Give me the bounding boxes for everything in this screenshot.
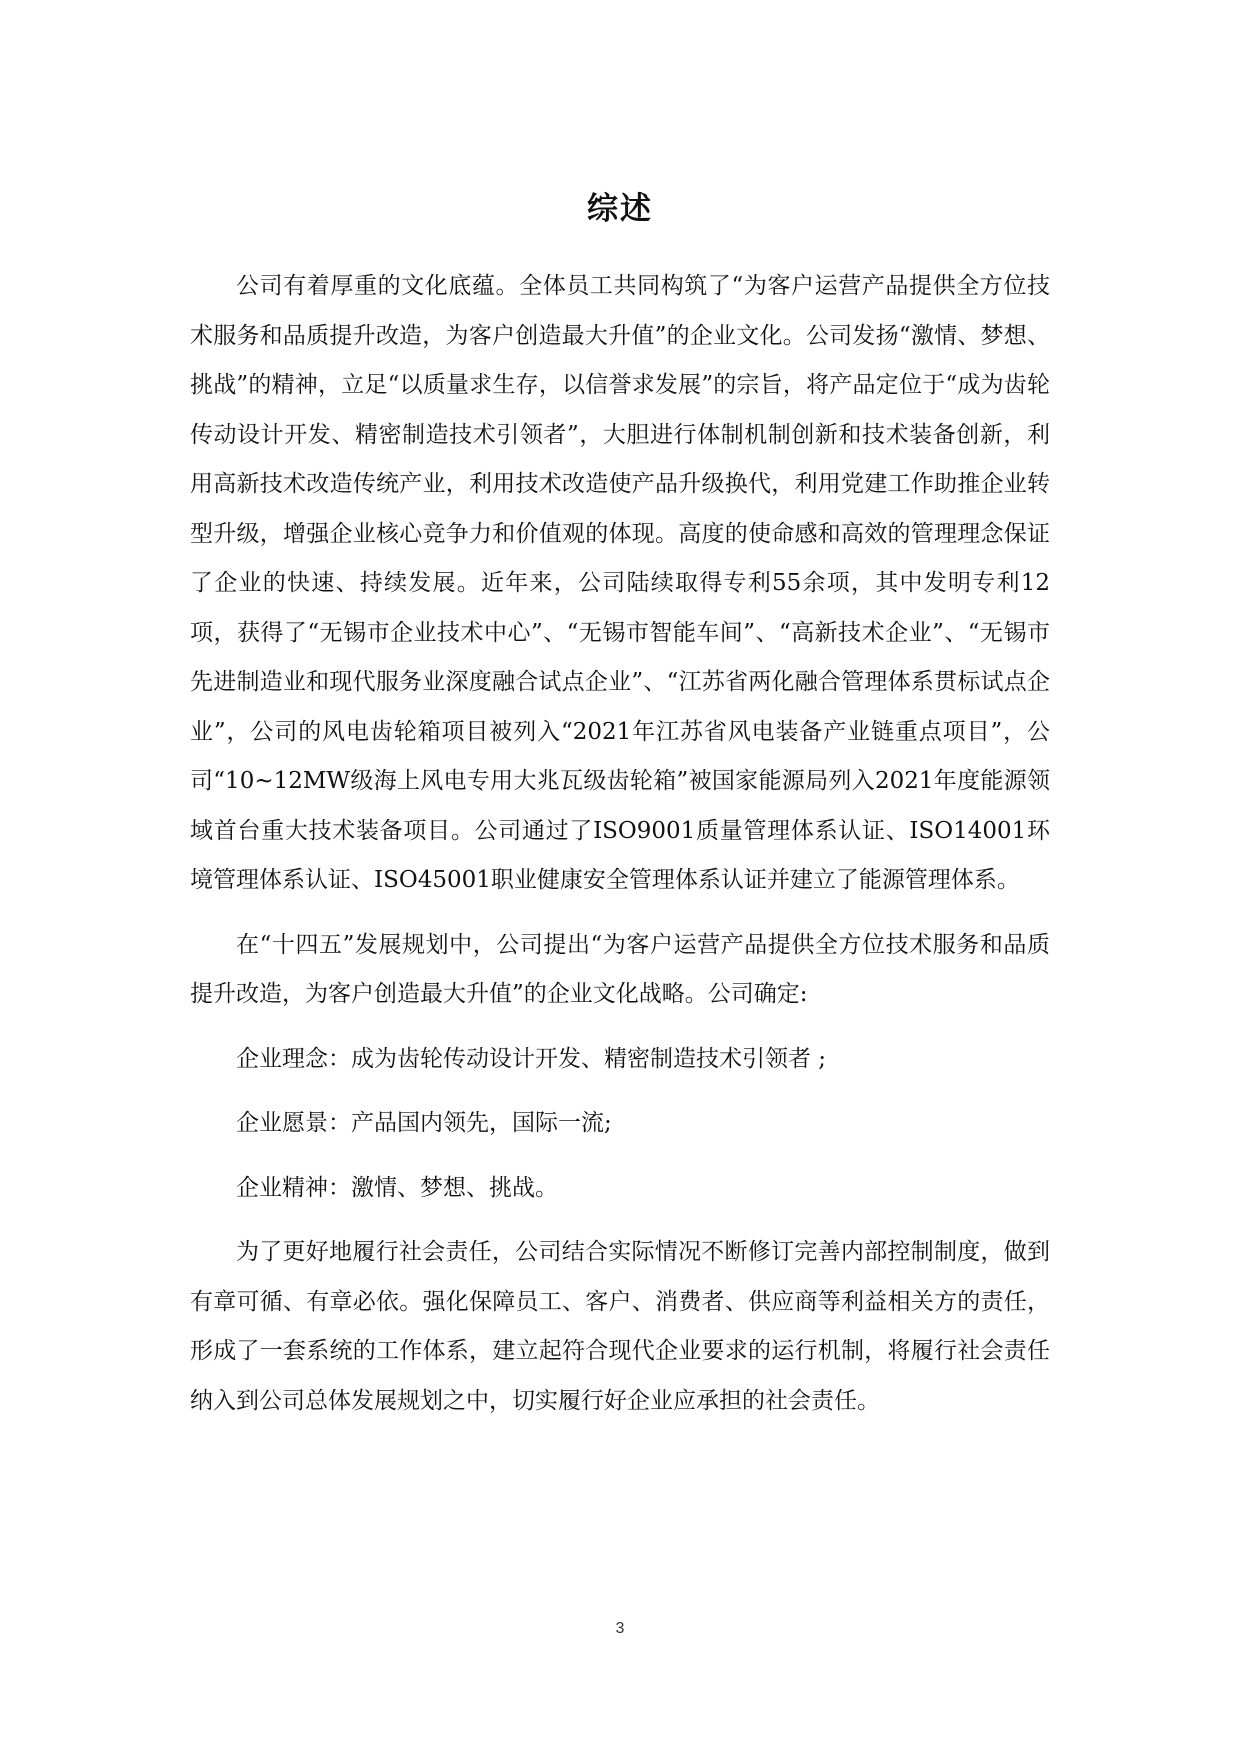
page-title: 综述 bbox=[587, 190, 653, 227]
paragraph-enterprise-philosophy: 企业理念：成为齿轮传动设计开发、精密制造技术引领者 ; bbox=[236, 1045, 827, 1072]
paragraph-development-plan: 在“十四五”发展规划中，公司提出“为客户运营产品提供全方位技术服务和品质提升改造，为客户创造最大升值”的企业文化战略。公司确定: bbox=[190, 931, 1050, 1007]
paragraph-company-culture: 公司有着厚重的文化底蕴。全体员工共同构筑了“为客户运营产品提供全方位技术服务和品质提升改造，为客户创造最大升值”的企业文化。公司发扬“激情、梦想、挑战”的精神，立足“以质量求生存，以信誉求发展”的宗旨，将产品定位于“成为齿轮传动设计开发、精密制造技术引领者”，大胆进行体制机制创新和技术装备创新，利用高新技术改造传统产业，利用技术改造使产品升级换代，利用党建工作助推企业转型升级，增强企业核心竞争力和价值观的体现。高度的使命感和高效的管理理念保证了企业的快速、持续发展。近年来，公司陆续取得专利55余项，其中发明专利12项，获得了“无锡市企业技术中心”、“无锡市智能车间”、“高新技术企业”、“无锡市先进制造业和现代服务业深度融合试点企业”、“江苏省两化融合管理体系贯标试点企业”，公司的风电齿轮箱项目被列入“2021年江苏省风电装备产业链重点项目”，公司“10~12MW级海上风电专用大兆瓦级齿轮箱”被国家能源局列入2021年度能源领域首台重大技术装备项目。公司通过了ISO9001质量管理体系认证、ISO14001环境管理体系认证、ISO45001职业健康安全管理体系认证并建立了能源管理体系。 bbox=[190, 273, 1050, 893]
paragraph-enterprise-spirit: 企业精神：激情、梦想、挑战。 bbox=[236, 1174, 558, 1201]
page-number: 3 bbox=[615, 1620, 625, 1637]
paragraph-enterprise-vision: 企业愿景：产品国内领先，国际一流; bbox=[236, 1110, 612, 1136]
paragraph-social-responsibility: 为了更好地履行社会责任，公司结合实际情况不断修订完善内部控制制度，做到有章可循、有章必依。强化保障员工、客户、消费者、供应商等利益相关方的责任，形成了一套系统的工作体系，建立起符合现代企业要求的运行机制，将履行社会责任纳入到公司总体发展规划之中，切实履行好企业应承担的社会责任。 bbox=[190, 1239, 1050, 1414]
document-body bbox=[190, 262, 1050, 1426]
